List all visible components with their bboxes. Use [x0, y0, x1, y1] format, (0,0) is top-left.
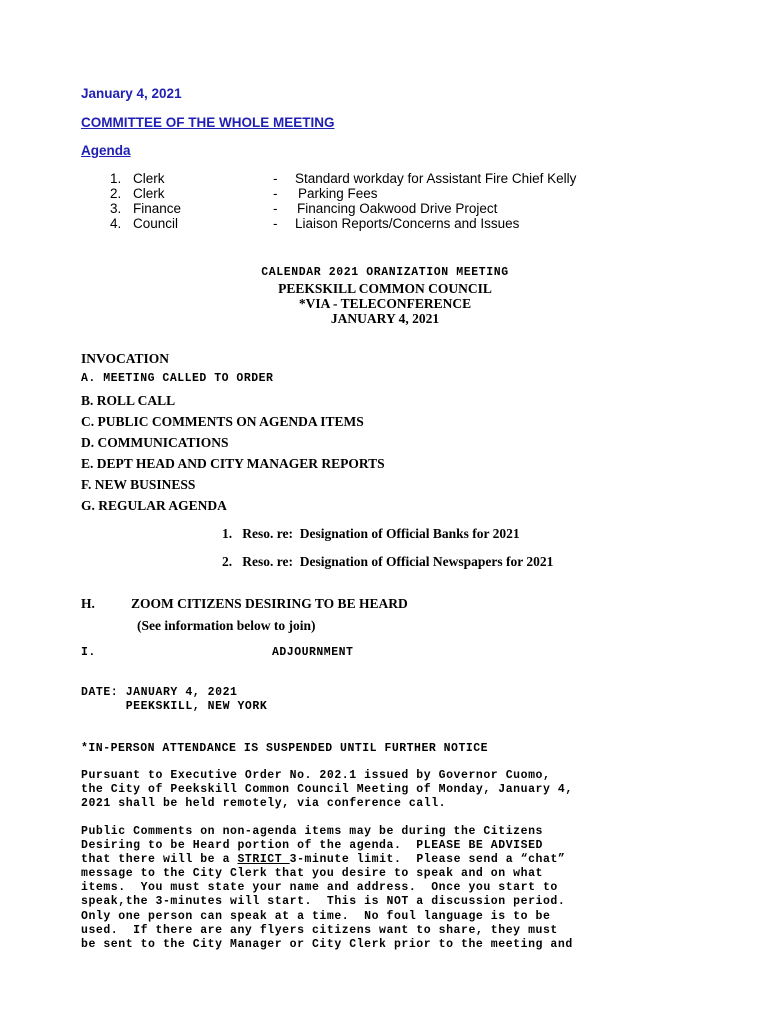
- paragraph-line: 2021 shall be held remotely, via conference call.: [81, 797, 447, 811]
- agenda-item-owner: Council: [133, 216, 179, 231]
- resolution-item: 1. Reso. re: Designation of Official Banks for 2021: [222, 526, 520, 541]
- agenda-item-topic: Liaison Reports/Concerns and Issues: [295, 216, 520, 231]
- paragraph-text: that there will be a: [81, 853, 238, 867]
- calendar-title: CALENDAR 2021 ORANIZATION MEETING: [261, 266, 509, 279]
- section-f: F. NEW BUSINESS: [81, 477, 196, 492]
- paragraph-line: message to the City Clerk that you desire to speak and on what: [81, 867, 543, 881]
- via-teleconference: *VIA - TELECONFERENCE: [298, 296, 472, 311]
- agenda-item-number: 3.: [110, 201, 122, 216]
- resolution-item: 2. Reso. re: Designation of Official Newspapers for 2021: [222, 554, 554, 569]
- section-h-letter: H.: [81, 596, 95, 611]
- agenda-heading: Agenda: [81, 143, 131, 158]
- dateline-date: DATE: JANUARY 4, 2021: [81, 686, 238, 699]
- dateline: [81, 686, 267, 714]
- invocation-heading: INVOCATION: [81, 351, 169, 366]
- paragraph-line: speak,the 3-minutes will start. This is NOT a discussion period.: [81, 895, 566, 909]
- agenda-item: [0, 186, 770, 202]
- agenda-item-owner: Clerk: [133, 171, 165, 186]
- agenda-item: [0, 216, 770, 232]
- section-c: C. PUBLIC COMMENTS ON AGENDA ITEMS: [81, 414, 364, 429]
- agenda-item-number: 1.: [110, 171, 122, 186]
- pursuant-paragraph: [81, 769, 573, 811]
- document-date: January 4, 2021: [81, 86, 182, 101]
- paragraph-line: items. You must state your name and address. Once you start to: [81, 881, 558, 895]
- section-h: ZOOM CITIZENS DESIRING TO BE HEARD: [131, 596, 408, 611]
- council-name: PEEKSKILL COMMON COUNCIL: [278, 281, 492, 296]
- agenda-item-dash: -: [273, 201, 278, 216]
- paragraph-line: Desiring to be Heard portion of the agenda. PLEASE BE ADVISED: [81, 839, 543, 853]
- agenda-item-owner: Clerk: [133, 186, 165, 201]
- paragraph-line: used. If there are any flyers citizens want to share, they must: [81, 923, 558, 937]
- agenda-item-dash: -: [273, 186, 278, 201]
- attendance-notice: *IN-PERSON ATTENDANCE IS SUSPENDED UNTIL FURTHER NOTICE: [81, 742, 489, 755]
- section-i-letter: I.: [81, 646, 96, 659]
- strict-emphasis: STRICT: [237, 853, 290, 867]
- public-comments-paragraph: [81, 825, 573, 952]
- agenda-item-dash: -: [273, 171, 278, 186]
- agenda-item-topic: Standard workday for Assistant Fire Chief Kelly: [295, 171, 577, 186]
- paragraph-line: [81, 853, 573, 867]
- paragraph-line: the City of Peekskill Common Council Meeting of Monday, January 4,: [81, 783, 573, 797]
- section-g: G. REGULAR AGENDA: [81, 498, 227, 513]
- section-b: B. ROLL CALL: [81, 393, 176, 408]
- agenda-item-owner: Finance: [133, 201, 182, 216]
- section-e: E. DEPT HEAD AND CITY MANAGER REPORTS: [81, 456, 385, 471]
- organization-date: JANUARY 4, 2021: [330, 311, 440, 326]
- agenda-item-topic: Financing Oakwood Drive Project: [297, 201, 498, 216]
- section-i: ADJOURNMENT: [272, 646, 354, 659]
- agenda-item: [0, 171, 770, 187]
- section-h-note: (See information below to join): [137, 618, 316, 633]
- dateline-place: PEEKSKILL, NEW YORK: [81, 700, 268, 714]
- agenda-item-topic: Parking Fees: [298, 186, 378, 201]
- agenda-item-number: 4.: [110, 216, 122, 231]
- agenda-item-number: 2.: [110, 186, 122, 201]
- paragraph-text: 3-minute limit. Please send a “chat”: [289, 853, 566, 867]
- agenda-item: [0, 201, 770, 217]
- paragraph-line: Pursuant to Executive Order No. 202.1 issued by Governor Cuomo,: [81, 769, 551, 782]
- paragraph-line: Only one person can speak at a time. No foul language is to be: [81, 909, 551, 923]
- section-d: D. COMMUNICATIONS: [81, 435, 229, 450]
- meeting-title: COMMITTEE OF THE WHOLE MEETING: [81, 115, 335, 130]
- agenda-item-dash: -: [273, 216, 278, 231]
- section-a: A. MEETING CALLED TO ORDER: [81, 372, 274, 385]
- paragraph-line: be sent to the City Manager or City Clerk prior to the meeting and: [81, 937, 573, 951]
- paragraph-line: Public Comments on non-agenda items may be during the Citizens: [81, 825, 543, 838]
